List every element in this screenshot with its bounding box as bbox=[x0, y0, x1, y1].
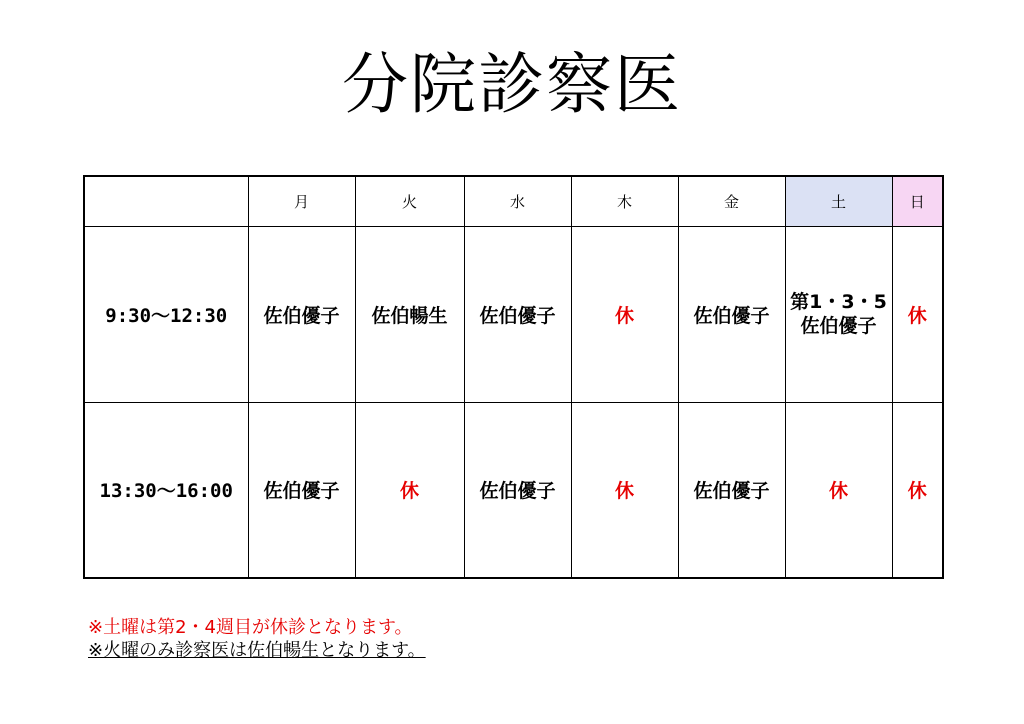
saturday-note: ※土曜は第2・4週目が休診となります。 bbox=[88, 617, 413, 638]
schedule-cell: 休 bbox=[571, 226, 678, 402]
day-header-wed: 水 bbox=[464, 176, 571, 226]
notes bbox=[88, 616, 426, 662]
schedule-cell: 休 bbox=[785, 402, 892, 578]
schedule-cell: 佐伯優子 bbox=[464, 402, 571, 578]
header-row bbox=[84, 176, 943, 226]
schedule-cell: 休 bbox=[892, 402, 943, 578]
schedule-cell: 休 bbox=[355, 402, 464, 578]
time-slot-label: 13:30〜16:00 bbox=[84, 402, 248, 578]
schedule-cell: 佐伯優子 bbox=[678, 402, 785, 578]
day-header-sat: 土 bbox=[785, 176, 892, 226]
day-header-sun: 日 bbox=[892, 176, 943, 226]
header-corner-cell bbox=[84, 176, 248, 226]
time-slot-label: 9:30〜12:30 bbox=[84, 226, 248, 402]
day-header-fri: 金 bbox=[678, 176, 785, 226]
morning-row bbox=[84, 226, 943, 402]
schedule-cell: 休 bbox=[571, 402, 678, 578]
day-header-thu: 木 bbox=[571, 176, 678, 226]
schedule-cell: 佐伯優子 bbox=[464, 226, 571, 402]
page-title: 分院診察医 bbox=[342, 46, 682, 123]
schedule-cell: 佐伯優子 bbox=[248, 226, 355, 402]
day-header-mon: 月 bbox=[248, 176, 355, 226]
cell-line: 第1・3・5 bbox=[790, 291, 887, 313]
schedule-cell bbox=[785, 226, 892, 402]
schedule-cell: 佐伯優子 bbox=[678, 226, 785, 402]
schedule-cell: 佐伯優子 bbox=[248, 402, 355, 578]
day-header-tue: 火 bbox=[355, 176, 464, 226]
cell-line: 佐伯優子 bbox=[800, 315, 877, 337]
schedule-cell: 休 bbox=[892, 226, 943, 402]
schedule-cell: 佐伯暢生 bbox=[355, 226, 464, 402]
schedule-table bbox=[83, 175, 944, 579]
afternoon-row bbox=[84, 402, 943, 578]
tuesday-note: ※火曜のみ診察医は佐伯暢生となります。 bbox=[88, 640, 426, 661]
